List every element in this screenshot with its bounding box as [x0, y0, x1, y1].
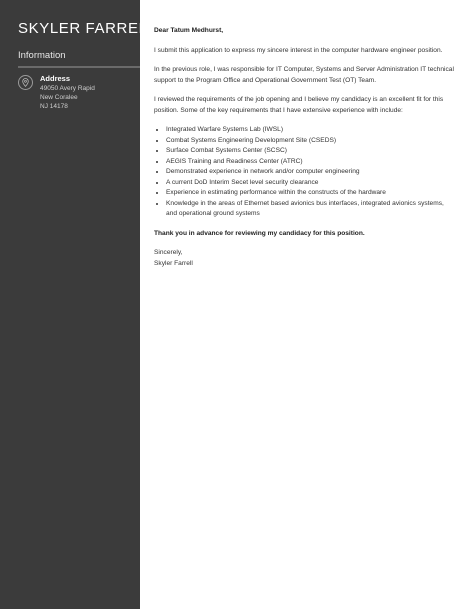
list-item: • A current DoD Interim Secet level security clearance [166, 178, 454, 189]
map-pin-icon [18, 75, 33, 90]
information-heading: Information [18, 50, 66, 61]
paragraph-intro: I submit this application to express my sincere interest in the computer hardware engineer position. [154, 46, 443, 54]
paragraph-previous-role: In the previous role, I was responsible for IT Computer, Systems and Server Administration IT technical support to the Program Office and Operational Government Test (OT) Team. [154, 66, 454, 84]
section-divider [18, 66, 140, 68]
address-line-street: 49050 Avery Rapid [40, 85, 95, 92]
salutation: Dear Tatum Medhurst, [154, 27, 224, 34]
address-label: Address [40, 74, 71, 83]
thanks-line: Thank you in advance for reviewing my candidacy for this position. [154, 229, 365, 237]
address-line-state-zip: NJ 14178 [40, 103, 68, 110]
list-item: • Integrated Warfare Systems Lab (IWSL) [166, 125, 454, 136]
address-text [40, 74, 95, 111]
address-line-city: New Coralee [40, 94, 78, 101]
candidate-name: SKYLER FARRELL [18, 20, 157, 37]
sidebar [0, 0, 157, 609]
signoff [154, 248, 454, 269]
list-item: • Combat Systems Engineering Development Site (CSEDS) [166, 136, 454, 147]
letter-body [140, 0, 474, 609]
list-item: • Experience in estimating performance within the constructs of the hardware [166, 188, 454, 199]
closing: Sincerely, [154, 249, 183, 256]
signature: Skyler Farrell [154, 259, 193, 267]
list-item: • Knowledge in the areas of Ethernet based avionics bus interfaces, integrated avionics systems, and operational ground systems [166, 199, 454, 220]
list-item: • Demonstrated experience in network and/or computer engineering [166, 167, 454, 178]
list-item: • Surface Combat Systems Center (SCSC) [166, 146, 454, 157]
requirements-list [154, 125, 454, 220]
address-block [18, 74, 140, 111]
list-item: • AEGIS Training and Readiness Center (ATRC) [166, 157, 454, 168]
paragraph-requirements: I reviewed the requirements of the job opening and I believe my candidacy is an excellent fit for this position. Some of the key requirements that I have extensive experience with include: [154, 96, 444, 114]
